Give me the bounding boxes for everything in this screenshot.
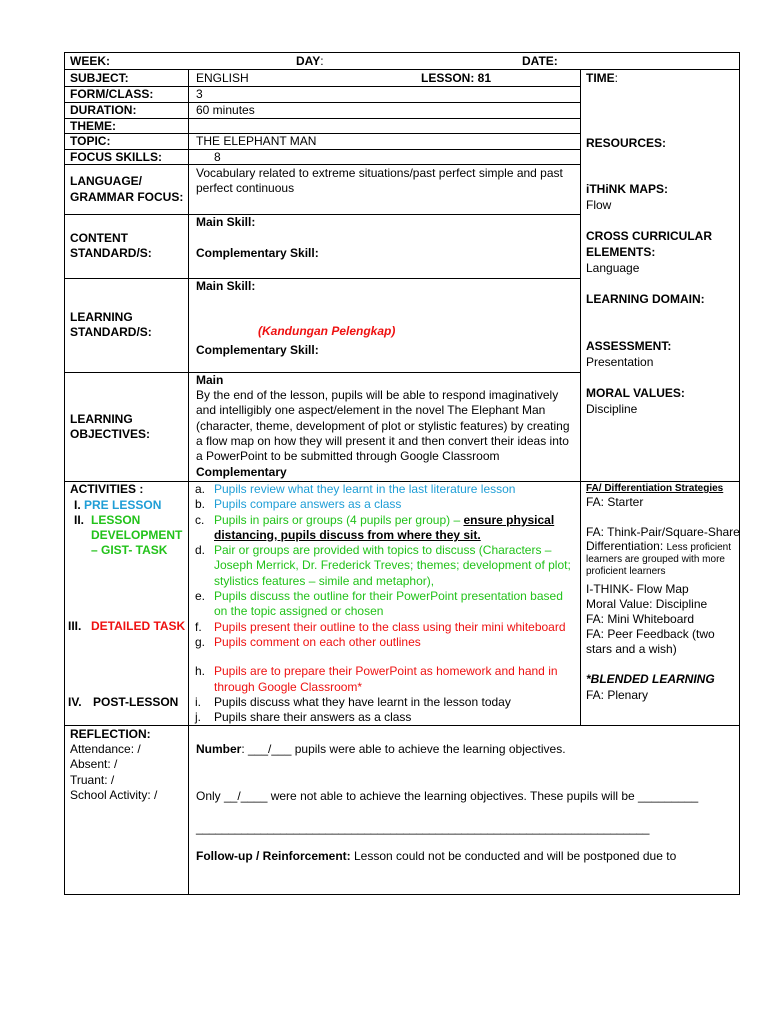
- fa-heading: FA/ Differentiation Strategies: [586, 483, 724, 494]
- activity-item-d: d. Pair or groups are provided with topics to discuss (Characters – Joseph Merrick, Dr. Frederick Treves; themes; development of plot; stylistics features – simile and metaphor),: [195, 543, 571, 588]
- fa-starter: FA: Starter: [586, 495, 644, 509]
- fa-moral-value: Moral Value: Discipline: [586, 597, 708, 611]
- language-focus-value: Vocabulary related to extreme situations/past perfect simple and past perfect continuous: [196, 166, 563, 196]
- reflection-label: REFLECTION:: [70, 727, 151, 741]
- objective-main-label: Main: [196, 373, 224, 387]
- activity-item-c: c. Pupils in pairs or groups (4 pupils per group) – ensure physical distancing, pupils discuss from where they sit.: [195, 512, 555, 542]
- activity-item-j: j. Pupils share their answers as a class: [195, 710, 412, 725]
- learning-complementary-skill: Complementary Skill:: [196, 343, 319, 357]
- ithink-maps-label: iTHiNK MAPS:: [586, 182, 668, 196]
- stage-development-label-3: – GIST- TASK: [91, 543, 168, 557]
- stage-detailed-task: DETAILED TASK: [91, 619, 186, 633]
- kandungan-note: (Kandungan Pelengkap): [258, 324, 396, 338]
- learning-domain-label: LEARNING DOMAIN:: [586, 292, 705, 306]
- stage-detailed-num: III.: [68, 619, 82, 633]
- learning-standard-label-1: LEARNING: [70, 310, 133, 324]
- reflection-followup: Follow-up / Reinforcement: Lesson could not be conducted and will be postponed due to: [196, 849, 677, 863]
- reflection-truant: Truant: /: [70, 773, 115, 787]
- objective-complementary-label: Complementary: [196, 465, 287, 479]
- form-class-label: FORM/CLASS:: [70, 87, 154, 101]
- activity-item-h: h. Pupils are to prepare their PowerPoint as homework and hand in through Google Classroom*: [195, 664, 558, 694]
- stage-development-label-2: DEVELOPMENT: [91, 528, 183, 542]
- subject-value: ENGLISH: [196, 71, 249, 85]
- activity-item-a: a. Pupils review what they learnt in the last literature lesson: [195, 482, 516, 496]
- fa-plenary: FA: Plenary: [586, 688, 649, 702]
- blended-learning-label: *BLENDED LEARNING: [586, 672, 715, 686]
- fa-mini-whiteboard: FA: Mini Whiteboard: [586, 612, 695, 626]
- topic-value: THE ELEPHANT MAN: [196, 134, 317, 148]
- lesson-number: LESSON: 81: [421, 71, 492, 85]
- language-focus-label-1: LANGUAGE/: [70, 174, 142, 188]
- activities-label: ACTIVITIES :: [70, 482, 144, 496]
- content-standard-label-1: CONTENT: [70, 231, 128, 245]
- physical-distancing-note: ensure physical distancing, pupils discuss from where they sit.: [214, 512, 555, 542]
- stage-pre-lesson: I. PRE LESSON: [74, 498, 162, 512]
- theme-label: THEME:: [70, 119, 116, 133]
- lesson-plan-table: [64, 52, 740, 895]
- activity-item-b: b. Pupils compare answers as a class: [195, 497, 402, 512]
- activity-item-f: f. Pupils present their outline to the class using their mini whiteboard: [195, 619, 566, 634]
- form-class-value: 3: [196, 87, 203, 101]
- content-standard-label-2: STANDARD/S:: [70, 246, 152, 260]
- learning-standard-label-2: STANDARD/S:: [70, 325, 152, 339]
- topic-label: TOPIC:: [70, 134, 111, 148]
- fa-think-pair: FA: Think-Pair/Square-Share: [586, 525, 740, 539]
- cross-curricular-value: Language: [586, 261, 640, 275]
- resources-label: RESOURCES:: [586, 136, 667, 150]
- focus-skills-value: 8: [214, 150, 221, 164]
- objectives-label-1: LEARNING: [70, 412, 133, 426]
- reflection-attendance: Attendance: /: [70, 742, 141, 756]
- moral-values-value: Discipline: [586, 402, 638, 416]
- day-label: DAY:: [296, 54, 324, 68]
- stage-development-num: II.: [74, 513, 85, 527]
- cross-curricular-label-1: CROSS CURRICULAR: [586, 229, 712, 243]
- stage-development-label-1: LESSON: [91, 513, 141, 527]
- week-label: WEEK:: [70, 54, 110, 68]
- stage-post-num: IV.: [68, 695, 82, 709]
- assessment-value: Presentation: [586, 355, 654, 369]
- content-complementary-skill: Complementary Skill:: [196, 246, 319, 260]
- time-label: TIME:: [586, 71, 619, 85]
- reflection-blank-line: ______________________________________________________________________: [196, 821, 650, 835]
- activities-list: [195, 482, 579, 725]
- assessment-label: ASSESSMENT:: [586, 339, 672, 353]
- subject-label: SUBJECT:: [70, 71, 129, 85]
- fa-ithink-flow-map: I-THINK- Flow Map: [586, 582, 689, 596]
- reflection-absent: Absent: /: [70, 757, 118, 771]
- activity-item-g: g. Pupils comment on each other outlines: [195, 634, 421, 649]
- stage-post-lesson: POST-LESSON: [93, 695, 179, 709]
- reflection-only-line: Only __/____ were not able to achieve the learning objectives. These pupils will be _________: [196, 789, 699, 803]
- ithink-maps-value: Flow: [586, 198, 612, 212]
- activity-item-i: i. Pupils discuss what they have learnt in the lesson today: [195, 694, 511, 709]
- objectives-label-2: OBJECTIVES:: [70, 427, 151, 441]
- reflection-number-line: Number: ___/___ pupils were able to achieve the learning objectives.: [196, 742, 566, 756]
- content-main-skill: Main Skill:: [196, 215, 256, 229]
- duration-value: 60 minutes: [196, 103, 255, 117]
- activity-item-e: e. Pupils discuss the outline for their PowerPoint presentation based on the topic assigned or chosen: [195, 589, 563, 619]
- date-label: DATE:: [522, 54, 558, 68]
- duration-label: DURATION:: [70, 103, 137, 117]
- language-focus-label-2: GRAMMAR FOCUS:: [70, 190, 184, 204]
- cross-curricular-label-2: ELEMENTS:: [586, 245, 656, 259]
- objective-main-text: By the end of the lesson, pupils will be able to respond imaginatively and intelligibly one aspect/element in the novel The Elephant Man (character, theme, development of plot or stylistic features) by creating a flow map on how they will present it and then convert their ideas into a PowerPoint to be submitted through Google Classroom: [196, 388, 570, 464]
- differentiation-note: Differentiation: Less proficient learners are grouped with more proficient learners: [586, 539, 731, 577]
- fa-peer-feedback: FA: Peer Feedback (two stars and a wish): [586, 627, 715, 657]
- reflection-school-activity: School Activity: /: [70, 788, 158, 802]
- learning-main-skill: Main Skill:: [196, 279, 256, 293]
- focus-skills-label: FOCUS SKILLS:: [70, 150, 162, 164]
- moral-values-label: MORAL VALUES:: [586, 386, 685, 400]
